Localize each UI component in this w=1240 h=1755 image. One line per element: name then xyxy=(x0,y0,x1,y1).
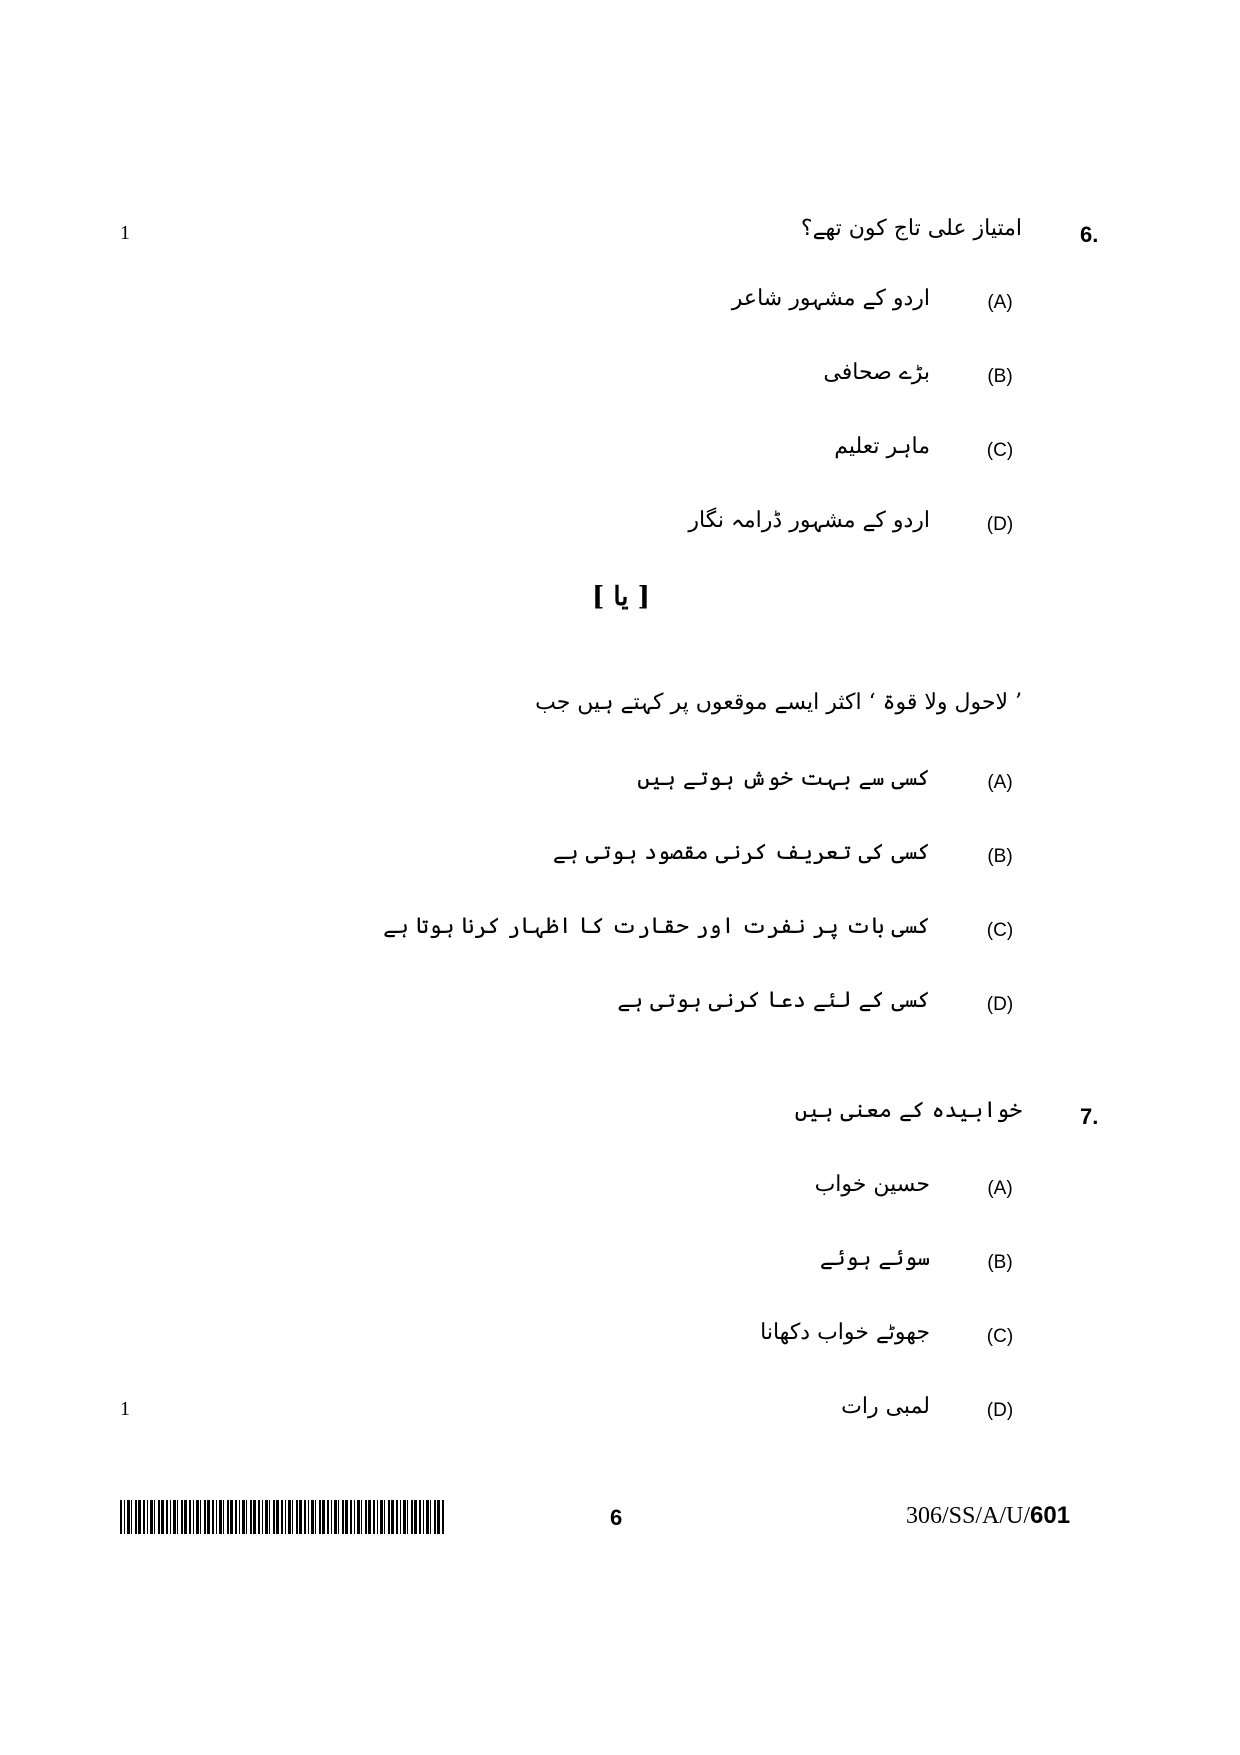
alt-option-c-label: (C) xyxy=(986,920,1014,941)
paper-code xyxy=(906,1502,1070,1530)
alt-option-b-text: کسی کی تعریف کرنی مقصود ہوتی ہے xyxy=(552,840,930,865)
or-separator: [ یا ] xyxy=(592,582,650,612)
question-number-6: 6. xyxy=(1080,222,1099,247)
barcode xyxy=(120,1500,444,1534)
alt-question-text: ’ لاحول ولا قوۃ ‘ اکثر ایسے موقعوں پر کہتے ہیں جب xyxy=(535,690,1022,715)
q6-option-c-text: ماہر تعلیم xyxy=(834,434,930,459)
page-number: 6 xyxy=(610,1505,623,1530)
q7-option-a-text: حسین خواب xyxy=(814,1172,930,1197)
q7-option-b-text: سوئے ہوئے xyxy=(819,1246,930,1271)
q6-option-d-text: اردو کے مشہور ڈرامہ نگار xyxy=(688,508,930,533)
q6-option-c-label: (C) xyxy=(986,440,1014,461)
alt-option-d-label: (D) xyxy=(986,994,1014,1015)
alt-option-b-label: (B) xyxy=(987,846,1013,867)
q7-option-c-label: (C) xyxy=(986,1326,1014,1347)
q6-option-a-text: اردو کے مشہور شاعر xyxy=(731,286,930,311)
marks-q7: 1 xyxy=(120,1398,130,1420)
alt-option-c-text: کسی بات پر نفرت اور حقارت کا اظہار کرنا ہوتا ہے xyxy=(383,914,930,939)
alt-option-a-label: (A) xyxy=(987,772,1013,793)
q7-option-c-text: جھوٹے خواب دکھانا xyxy=(760,1320,930,1345)
paper-code-prefix: 306/SS/A/U/ xyxy=(906,1503,1031,1529)
q7-option-b-label: (B) xyxy=(987,1252,1013,1273)
question-7-text: خوابیدہ کے معنی ہیں xyxy=(794,1098,1022,1123)
alt-option-a-text: کسی سے بہت خوش ہوتے ہیں xyxy=(637,766,930,791)
q7-option-d-text: لمبی رات xyxy=(841,1394,930,1419)
q6-option-b-text: بڑے صحافی xyxy=(823,360,930,385)
q7-option-a-label: (A) xyxy=(987,1178,1013,1199)
paper-code-bold: 601 xyxy=(1030,1502,1071,1529)
q6-option-a-label: (A) xyxy=(987,292,1013,313)
marks-q6: 1 xyxy=(120,222,130,244)
alt-option-d-text: کسی کے لئے دعا کرنی ہوتی ہے xyxy=(617,988,930,1013)
q7-option-d-label: (D) xyxy=(986,1400,1014,1421)
question-number-7: 7. xyxy=(1080,1104,1099,1129)
q6-option-b-label: (B) xyxy=(987,366,1013,387)
question-6-text: امتیاز علی تاج کون تھے؟ xyxy=(800,216,1022,241)
q6-option-d-label: (D) xyxy=(986,514,1014,535)
